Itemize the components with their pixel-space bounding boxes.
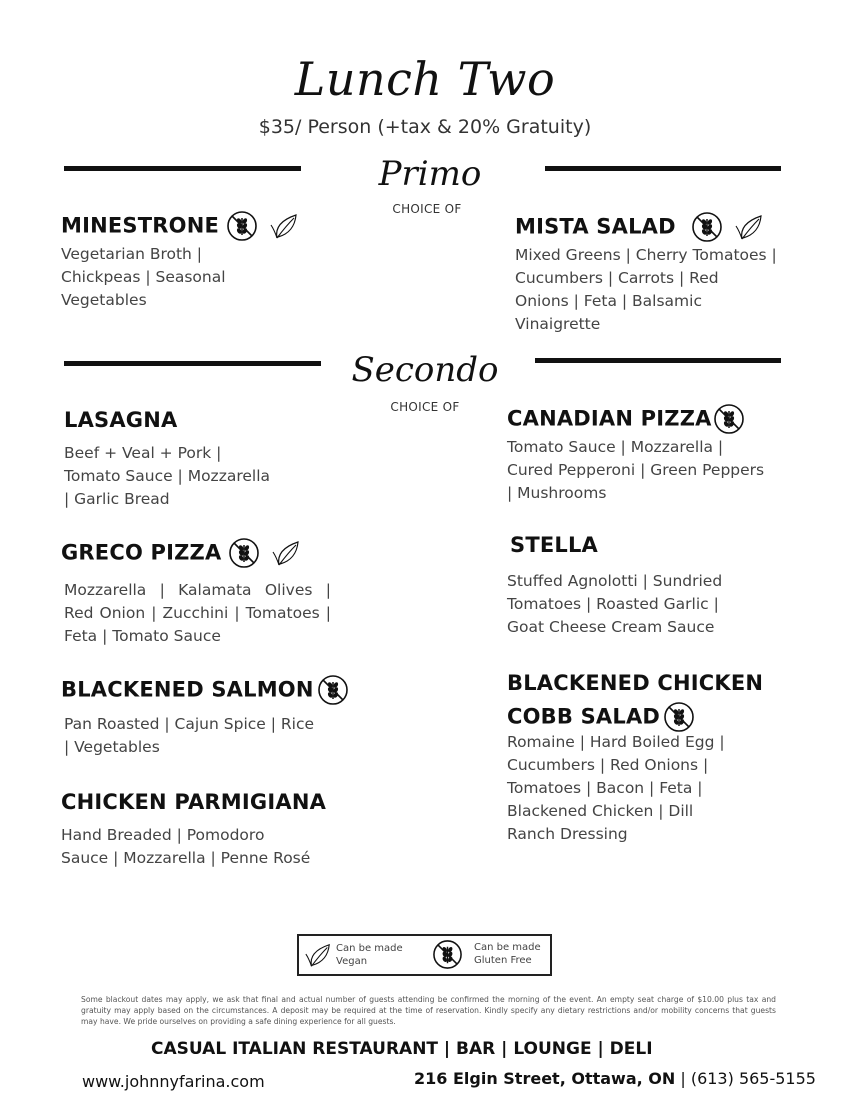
dish-name: MINESTRONE — [61, 213, 220, 238]
divider-left-secondo — [64, 361, 321, 366]
dish-description: Vegetarian Broth | Chickpeas | Seasonal Vegetables — [61, 245, 226, 309]
menu-item-canadian-pizza — [507, 403, 827, 439]
gluten-free-icon — [713, 403, 745, 439]
dish-description: Tomato Sauce | Mozzarella | Cured Pepperoni | Green Peppers | Mushrooms — [507, 438, 765, 502]
footer-tagline: CASUAL ITALIAN RESTAURANT | BAR | LOUNGE | DELI — [151, 1039, 653, 1059]
dish-name-lasagna: LASAGNA — [64, 408, 178, 432]
vegan-leaf-icon — [734, 211, 764, 247]
menu-item-minestrone — [61, 210, 361, 246]
website-link[interactable]: www.johnnyfarina.com — [82, 1072, 265, 1091]
dish-name-line2: COBB SALAD — [507, 704, 661, 729]
contact-line — [414, 1069, 816, 1088]
divider-left-primo — [64, 166, 301, 171]
dish-description: Mixed Greens | Cherry Tomatoes | Cucumbers | Carrots | Red Onions | Feta | Balsamic Vinaigrette — [515, 246, 777, 333]
gluten-free-icon — [317, 674, 349, 710]
vegan-leaf-icon — [269, 210, 299, 246]
gluten-free-icon — [691, 211, 723, 247]
menu-title: Lunch Two — [294, 52, 556, 106]
menu-price: $35/ Person (+tax & 20% Gratuity) — [258, 116, 592, 138]
divider-right-secondo — [535, 358, 781, 363]
dish-name-line1: BLACKENED CHICKEN — [507, 671, 764, 695]
menu-item-greco-pizza — [61, 537, 361, 573]
menu-item-blackened-salmon — [61, 674, 381, 710]
gluten-free-icon — [432, 939, 463, 974]
vegan-leaf-icon — [271, 537, 301, 573]
dish-name: GRECO PIZZA — [61, 540, 222, 565]
dish-description: Mozzarella | Kalamata Olives | Red Onion | Zucchini | Tomatoes | Feta | Tomato Sauce — [64, 581, 331, 645]
phone-number[interactable]: | (613) 565-5155 — [675, 1069, 816, 1088]
divider-right-primo — [545, 166, 781, 171]
dish-description: Beef + Veal + Pork | Tomato Sauce | Mozzarella | Garlic Bread — [64, 444, 271, 508]
fine-print: Some blackout dates may apply, we ask that final and actual number of guests attending be confirmed the morning of the event. An empty seat charge of $10.00 plus tax and gratuity may apply based on the circumstances. A deposit may be required at the time of reservation. Kindly specify any dietary restrictions and/or mobility concerns that guests may have. We pride ourselves on providing a safe dining experience for all guests. — [81, 995, 776, 1026]
section-heading-secondo: Secondo — [351, 350, 499, 390]
choice-of-primo: CHOICE OF — [392, 202, 462, 216]
menu-item-mista-salad — [515, 211, 815, 247]
dietary-legend — [297, 934, 552, 976]
dish-name: MISTA SALAD — [515, 214, 676, 239]
legend-vegan-text: Can be made Vegan — [336, 943, 403, 967]
dish-name: BLACKENED SALMON — [61, 677, 314, 702]
address: 216 Elgin Street, Ottawa, ON — [414, 1069, 676, 1088]
dish-description: Pan Roasted | Cajun Spice | Rice | Vegetables — [64, 715, 315, 756]
choice-of-secondo: CHOICE OF — [390, 400, 460, 414]
vegan-leaf-icon — [304, 940, 332, 974]
dish-name-stella: STELLA — [510, 533, 599, 557]
dish-name: CANADIAN PIZZA — [507, 406, 712, 431]
gluten-free-icon — [228, 537, 260, 573]
dish-name-chicken-parmigiana: CHICKEN PARMIGIANA — [61, 790, 327, 814]
dish-description: Stuffed Agnolotti | Sundried Tomatoes | Roasted Garlic | Goat Cheese Cream Sauce — [507, 572, 723, 636]
section-heading-primo: Primo — [378, 154, 482, 194]
legend-gluten-free-text: Can be made Gluten Free — [474, 942, 541, 966]
dish-description: Hand Breaded | Pomodoro Sauce | Mozzarella | Penne Rosé — [61, 826, 311, 867]
dish-description: Romaine | Hard Boiled Egg | Cucumbers | Red Onions | Tomatoes | Bacon | Feta | Blackened Chicken | Dill Ranch Dressing — [507, 733, 725, 843]
gluten-free-icon — [226, 210, 258, 246]
